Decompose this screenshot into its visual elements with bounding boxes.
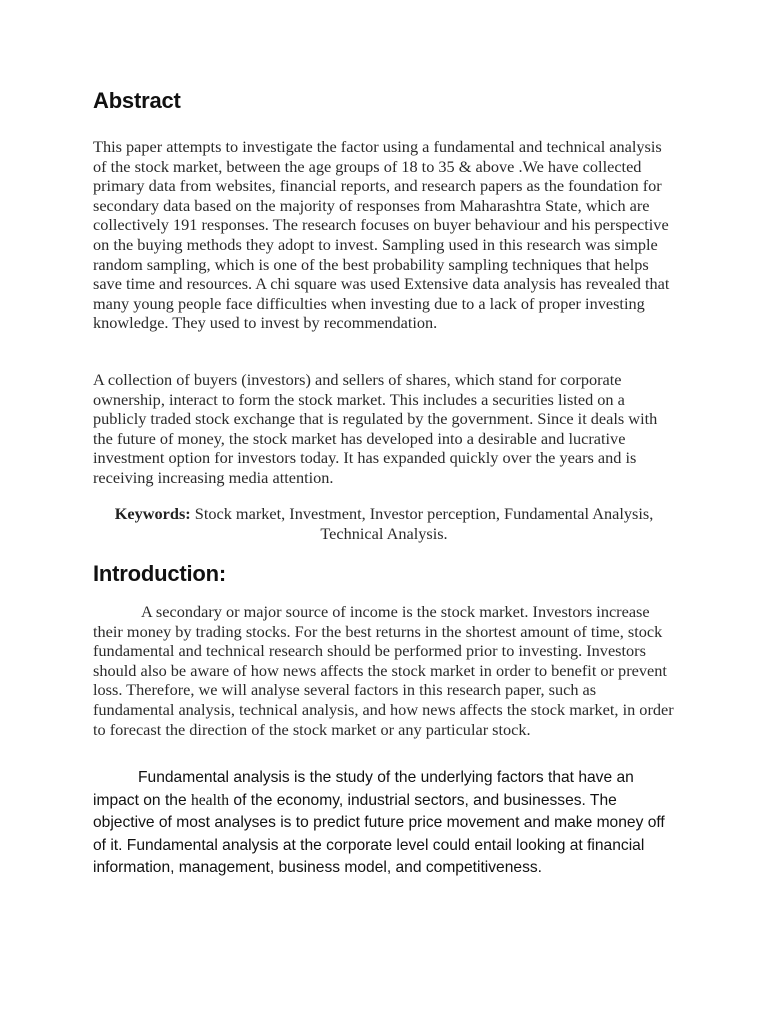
introduction-paragraph-2-text-a: Fundamental analysis is the study of the underlying factors that have an impact on the — [93, 769, 634, 809]
introduction-paragraph-2-text-b: of the economy, industrial sectors, and businesses. The objective of most analyses is to predict future price movement and make money off of it. Fundamental analysis at the corporate level could entail looking at financial information, management, business model, and competitiveness. — [93, 791, 665, 876]
abstract-paragraph-1: This paper attempts to investigate the factor using a fundamental and technical analysis of the stock market, between the age groups of 18 to 35 & above .We have collected primary data from websites, financial reports, and research papers as the foundation for secondary data based on the majority of responses from Maharashtra State, which are collectively 191 responses. The research focuses on buyer behaviour and his perspective on the buying methods they adopt to invest. Sampling used in this research was simple random sampling, which is one of the best probability sampling techniques that helps save time and resources. A chi square was used Extensive data analysis has revealed that many young people face difficulties when investing due to a lack of proper investing knowledge. They used to invest by recommendation. — [93, 137, 670, 333]
introduction-paragraph-2-serif-word: health — [190, 791, 230, 809]
keywords-text: Stock market, Investment, Investor perception, Fundamental Analysis, Technical Analysis. — [190, 504, 654, 543]
introduction-paragraph-2 — [93, 767, 675, 880]
keywords-label: Keywords: — [114, 504, 191, 523]
introduction-paragraph-1-text: A secondary or major source of income is the stock market. Investors increase their money by trading stocks. For the best returns in the shortest amount of time, stock fundamental and technical research should be performed prior to investing. Investors should also be aware of how news affects the stock market in order to benefit or prevent loss. Therefore, we will analyse several factors in this research paper, such as fundamental analysis, technical analysis, and how news affects the stock market, in order to forecast the direction of the stock market or any particular stock. — [93, 602, 674, 739]
introduction-paragraph-1 — [93, 602, 675, 739]
abstract-heading: Abstract — [93, 88, 181, 113]
keywords-line — [93, 504, 675, 543]
abstract-paragraph-2: A collection of buyers (investors) and sellers of shares, which stand for corporate ownership, interact to form the stock market. This includes a securities listed on a publicly traded stock exchange that is regulated by the government. Since it deals with the future of money, the stock market has developed into a desirable and lucrative investment option for investors today. It has expanded quickly over the years and is receiving increasing media attention. — [93, 370, 658, 487]
introduction-heading: Introduction: — [93, 561, 227, 586]
